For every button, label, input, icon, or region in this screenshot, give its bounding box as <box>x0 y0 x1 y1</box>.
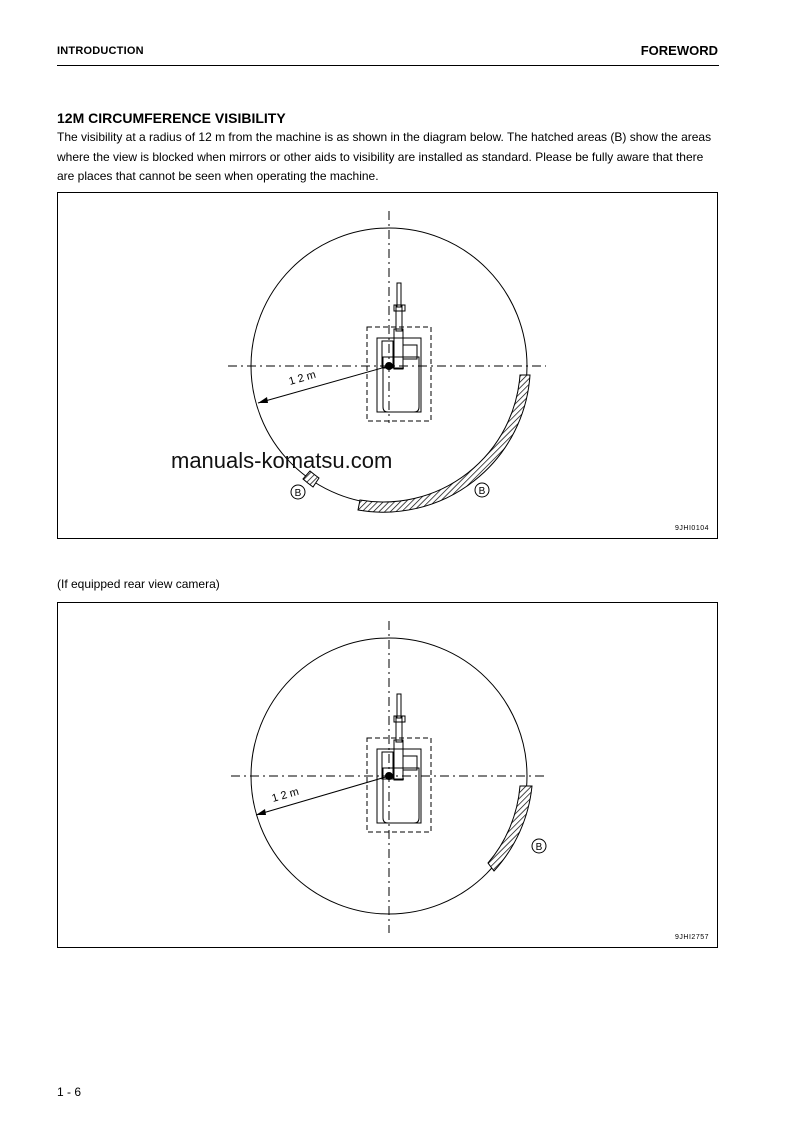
figure-code: 9JHI2757 <box>675 934 709 941</box>
area-b-label-left: B <box>294 488 302 499</box>
header-divider <box>57 65 719 66</box>
figure-code: 9JHI0104 <box>675 525 709 532</box>
radius-label: 1 2 m <box>287 368 318 388</box>
section-body-text: The visibility at a radius of 12 m from the machine is as shown in the diagram below. The hatched areas (B) show the areas where the view is blocked when mirrors or other aids to visibility are installed as standard. Please be fully aware that there are places that cannot be seen when operating the machine. <box>57 130 712 183</box>
area-b-marker <box>532 839 546 853</box>
watermark-text: manuals-komatsu.com <box>171 448 393 473</box>
excavator-top-view <box>367 283 431 421</box>
section-title: 12M CIRCUMFERENCE VISIBILITY <box>57 110 286 126</box>
visibility-diagram-standard <box>57 192 718 539</box>
area-b-marker-left <box>291 485 305 499</box>
visibility-diagram-rear-camera <box>57 602 718 948</box>
page-number: 1 - 6 <box>57 1085 82 1099</box>
area-b-label: B <box>535 842 543 853</box>
blocked-area-rear <box>358 375 530 512</box>
radius-dimension-arrow <box>258 366 389 403</box>
header-chapter-label: FOREWORD <box>640 43 718 58</box>
radius-label: 1 2 m <box>270 785 301 805</box>
header-section-label: INTRODUCTION <box>57 45 144 57</box>
camera-caption: (If equipped rear view camera) <box>57 577 220 591</box>
diagram-1-drawing <box>58 193 719 540</box>
excavator-top-view <box>367 694 431 832</box>
area-b-label-right: B <box>478 486 486 497</box>
blocked-area-rear-right <box>488 786 532 871</box>
diagram-2-drawing <box>58 603 719 949</box>
area-b-marker-right <box>475 483 489 497</box>
